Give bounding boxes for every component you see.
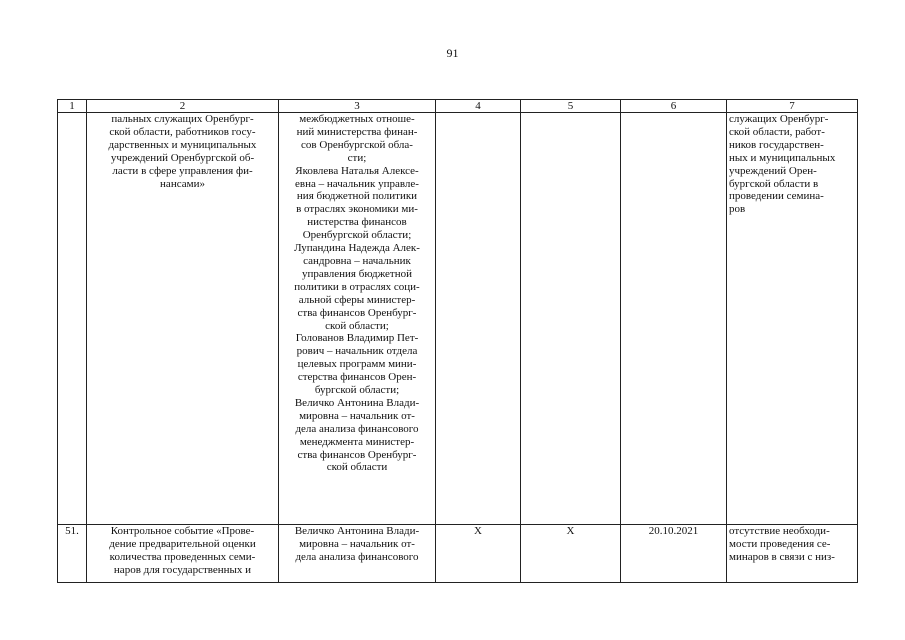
header-cell-5: 5 bbox=[521, 100, 621, 113]
date-cell bbox=[621, 113, 727, 525]
date-cell: 20.10.2021 bbox=[621, 525, 727, 583]
header-cell-1: 1 bbox=[58, 100, 87, 113]
responsible-cell: межбюджетных отноше- ний министерства финан- сов Оренбургской обла- сти; Яковлева Наталья Алексе- евна – начальник управле- ния бюджетной политики в отраслях экономики ми- нистерства финансов Оренбургской области; Лупандина Надежда Алек- сандровна – начальник управления бюджетной политики в отраслях соци- альной сферы министер- ства финансов Оренбург- ской области; Голованов Владимир Пет- рович – начальник отдела целевых программ мини- стерства финансов Орен- бургской области; Величко Антонина Влади- мировна – начальник от- дела анализа финансового менеджмента министер- ства финансов Оренбург- ской области bbox=[279, 113, 436, 525]
header-cell-3: 3 bbox=[279, 100, 436, 113]
row-number-cell: 51. bbox=[58, 525, 87, 583]
header-row bbox=[58, 100, 858, 113]
col4-cell bbox=[436, 113, 521, 525]
result-cell: отсутствие необходи- мости проведения се- минаров в связи с низ- bbox=[727, 525, 858, 583]
plan-table bbox=[57, 99, 858, 583]
col5-cell bbox=[521, 113, 621, 525]
header-cell-2: 2 bbox=[87, 100, 279, 113]
table-row bbox=[58, 113, 858, 525]
responsible-cell: Величко Антонина Влади- мировна – начальник от- дела анализа финансового bbox=[279, 525, 436, 583]
page-number: 91 bbox=[446, 46, 459, 60]
table-row bbox=[58, 525, 858, 583]
header-cell-4: 4 bbox=[436, 100, 521, 113]
row-number-cell bbox=[58, 113, 87, 525]
col4-cell: X bbox=[436, 525, 521, 583]
col5-cell: X bbox=[521, 525, 621, 583]
event-name-cell: пальных служащих Оренбург- ской области, работников госу- дарственных и муниципальных учреждений Оренбургской об- ласти в сфере управления фи- нансами» bbox=[87, 113, 279, 525]
header-cell-6: 6 bbox=[621, 100, 727, 113]
result-cell: служащих Оренбург- ской области, работ- ников государствен- ных и муниципальных учреждений Орен- бургской области в проведении семина- ров bbox=[727, 113, 858, 525]
event-name-cell: Контрольное событие «Прове- дение предварительной оценки количества проведенных семи- наров для государственных и bbox=[87, 525, 279, 583]
header-cell-7: 7 bbox=[727, 100, 858, 113]
